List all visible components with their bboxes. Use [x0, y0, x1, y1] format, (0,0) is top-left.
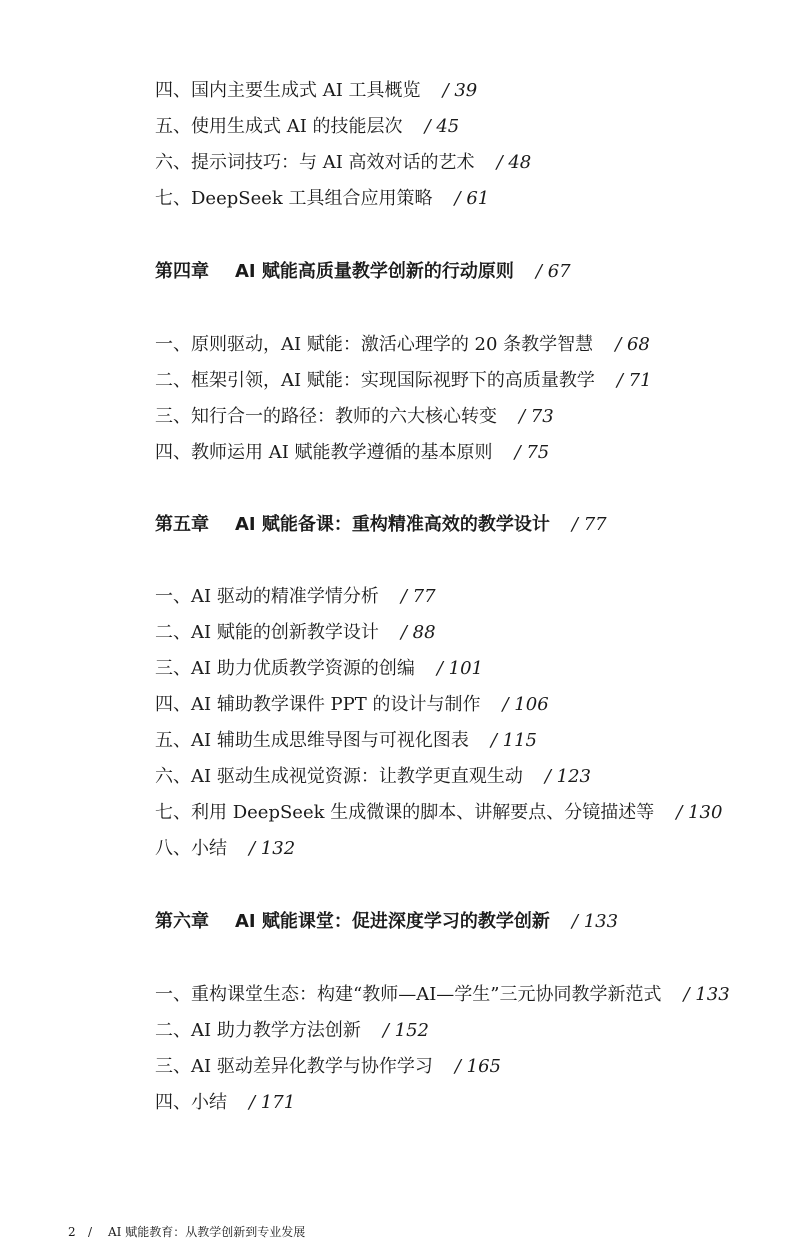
toc-item-title: 五、使用生成式 AI 的技能层次	[155, 116, 403, 137]
page-footer	[68, 1223, 305, 1240]
toc-item-page: / 45	[424, 116, 460, 137]
footer-book-title: AI 赋能教育：从教学创新到专业发展	[108, 1225, 306, 1239]
toc-item	[155, 442, 549, 464]
toc-item	[155, 1020, 429, 1042]
chapter-number: 第五章	[155, 514, 209, 535]
toc-item-title: 二、框架引领，AI 赋能：实现国际视野下的高质量教学	[155, 370, 595, 391]
toc-item	[155, 370, 652, 392]
chapter-page: / 77	[571, 514, 607, 535]
toc-item-page: / 39	[442, 80, 478, 101]
toc-item-page: / 133	[683, 984, 730, 1005]
toc-item-page: / 71	[616, 370, 652, 391]
toc-item-title: 七、利用 DeepSeek 生成微课的脚本、讲解要点、分镜描述等	[155, 802, 655, 823]
toc-item-title: 四、AI 辅助教学课件 PPT 的设计与制作	[155, 694, 481, 715]
toc-item-title: 一、AI 驱动的精准学情分析	[155, 586, 379, 607]
toc-item	[155, 1092, 295, 1114]
chapter-title: AI 赋能高质量教学创新的行动原则	[235, 261, 514, 282]
toc-item-page: / 77	[400, 586, 436, 607]
toc-item-page: / 123	[544, 766, 591, 787]
toc-item	[155, 152, 531, 174]
toc-item-title: 三、知行合一的路径：教师的六大核心转变	[155, 406, 497, 427]
toc-item-page: / 61	[454, 188, 490, 209]
chapter-number: 第六章	[155, 911, 209, 932]
toc-item-title: 六、AI 驱动生成视觉资源：让教学更直观生动	[155, 766, 523, 787]
toc-item-title: 四、小结	[155, 1092, 227, 1113]
toc-item-page: / 73	[519, 406, 554, 427]
chapter-heading	[155, 911, 618, 933]
footer-slash: /	[88, 1225, 93, 1239]
chapter-number: 第四章	[155, 261, 209, 282]
toc-item-title: 二、AI 助力教学方法创新	[155, 1020, 361, 1041]
toc-item	[155, 984, 730, 1006]
toc-item-page: / 75	[514, 442, 550, 463]
chapter-title: AI 赋能备课：重构精准高效的教学设计	[235, 514, 550, 535]
toc-item	[155, 622, 436, 644]
toc-item	[155, 838, 295, 860]
toc-item	[155, 694, 549, 716]
toc-item-title: 五、AI 辅助生成思维导图与可视化图表	[155, 730, 469, 751]
toc-item-page: / 88	[400, 622, 436, 643]
chapter-heading	[155, 261, 571, 283]
toc-item-title: 三、AI 助力优质教学资源的创编	[155, 658, 415, 679]
toc-item-page: / 132	[249, 838, 296, 859]
toc-item-title: 四、教师运用 AI 赋能教学遵循的基本原则	[155, 442, 493, 463]
toc-item-title: 三、AI 驱动差异化教学与协作学习	[155, 1056, 433, 1077]
toc-item-title: 七、DeepSeek 工具组合应用策略	[155, 188, 433, 209]
toc-item-page: / 152	[382, 1020, 429, 1041]
chapter-page: / 67	[535, 261, 571, 282]
toc-item-page: / 171	[249, 1092, 296, 1113]
toc-item	[155, 116, 459, 138]
toc-item-title: 八、小结	[155, 838, 227, 859]
toc-item	[155, 334, 650, 356]
toc-item-title: 二、AI 赋能的创新教学设计	[155, 622, 379, 643]
toc-item-title: 四、国内主要生成式 AI 工具概览	[155, 80, 421, 101]
toc-item-page: / 48	[496, 152, 532, 173]
toc-item	[155, 1056, 501, 1078]
chapter-title: AI 赋能课堂：促进深度学习的教学创新	[235, 911, 550, 932]
toc-item-page: / 106	[502, 694, 549, 715]
toc-item-page: / 101	[436, 658, 483, 679]
toc-item	[155, 802, 722, 824]
toc-item-title: 一、原则驱动，AI 赋能：激活心理学的 20 条教学智慧	[155, 334, 594, 355]
toc-item	[155, 188, 489, 210]
toc-item	[155, 80, 477, 102]
footer-page-number: 2	[68, 1225, 76, 1239]
toc-item	[155, 658, 483, 680]
chapter-page: / 133	[571, 911, 619, 932]
toc-item-title: 一、重构课堂生态：构建“教师—AI—学生”三元协同教学新范式	[155, 984, 662, 1005]
toc-item-page: / 115	[490, 730, 537, 751]
toc-item	[155, 586, 436, 608]
toc-item-title: 六、提示词技巧：与 AI 高效对话的艺术	[155, 152, 475, 173]
toc-item-page: / 68	[615, 334, 650, 355]
chapter-heading	[155, 514, 607, 536]
toc-item	[155, 730, 537, 752]
toc-item	[155, 406, 554, 428]
toc-item-page: / 130	[676, 802, 723, 823]
toc-item-page: / 165	[454, 1056, 501, 1077]
toc-item	[155, 766, 591, 788]
